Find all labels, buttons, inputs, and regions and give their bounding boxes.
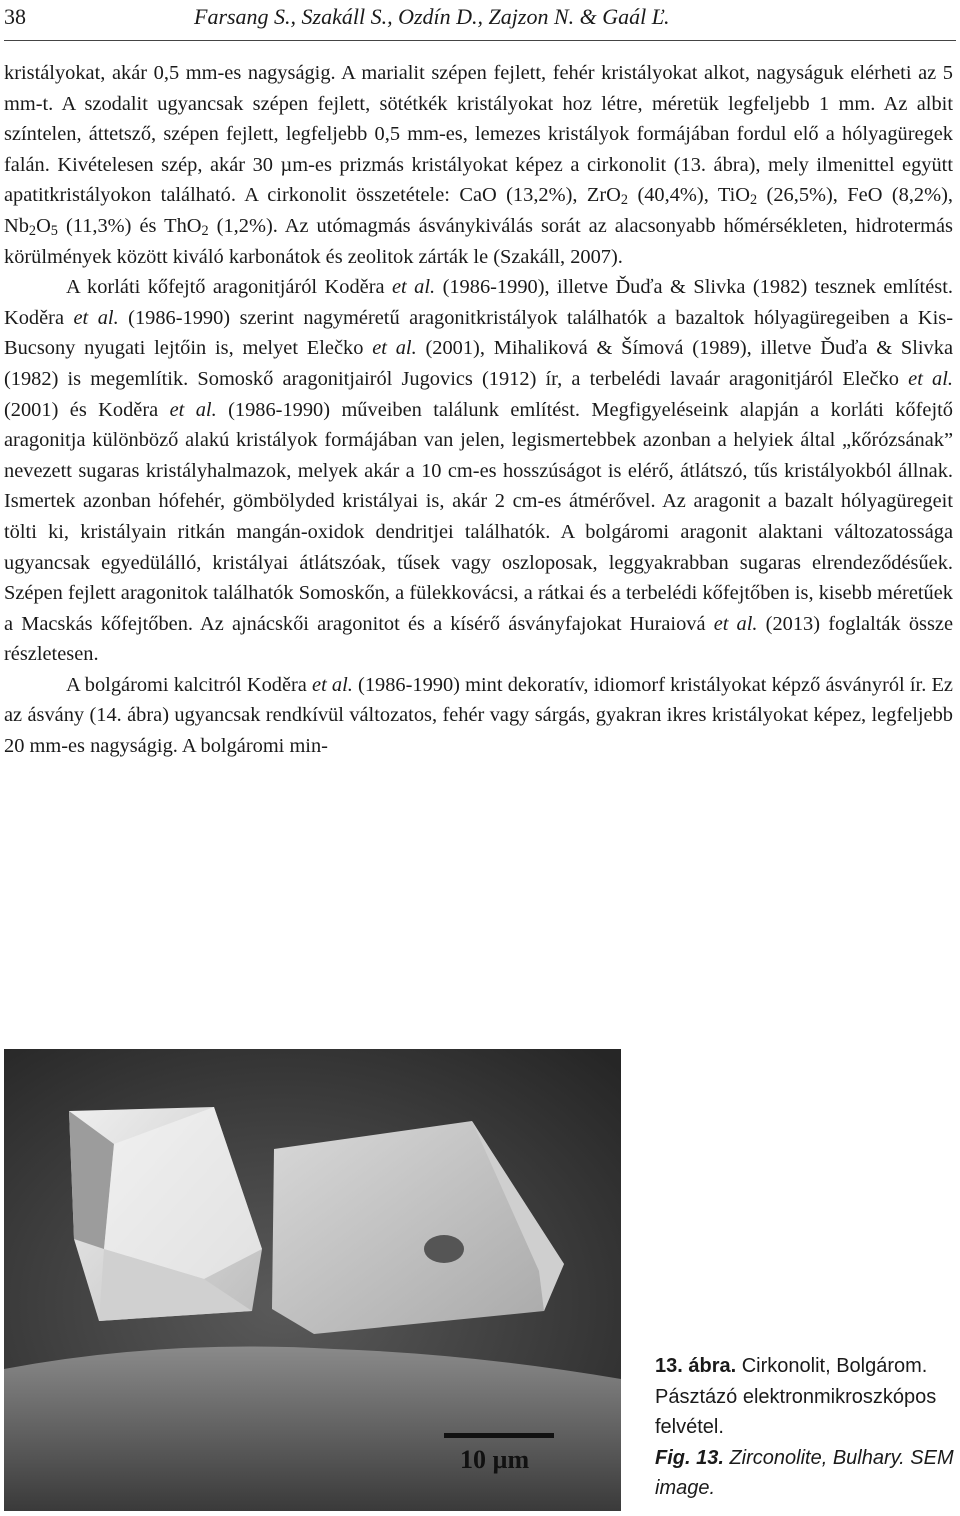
crystal-pit [424, 1235, 464, 1263]
sem-image-zirconolite [4, 1049, 621, 1511]
scale-bar-label: 10 µm [460, 1445, 530, 1474]
running-header-authors: Farsang S., Szakáll S., Ozdín D., Zajzon N. & Gaál Ľ. [194, 4, 670, 29]
header-rule [4, 40, 956, 41]
caption-english: Fig. 13. Zirconolite, Bulhary. SEM image. [655, 1446, 954, 1499]
paragraph-2: A korláti kőfejtő aragonitjáról Koděra et al. (1986-1990), illetve Ďuďa & Slivka (1982) tesznek említést. Koděra et al. (1986-1990) szerint nagyméretű aragonitkristályok találhatók a bazaltok hólyagüregeiben a Kis-Bucsony nyugati lejtőin is, melyet Elečko et al. (2001), Mihaliková & Šímová (1989), illetve Ďuďa & Slivka (1982) is megemlítik. Somoskő aragonitjairól Jugovics (1912) ír, a terbelédi lavaár aragonitjáról Elečko et al. (2001) és Koděra et al. (1986-1990) műveiben találunk említést. Megfigyeléseink alapján a korláti kőfejtő aragonitja különböző alakú kristályok formájában van jelen, legismertebbek azonban a helyiek által „kőrózsának” nevezett sugaras kristályhalmazok, melyek akár a 10 cm-es hosszúságot is elérő, átlátszó, tűs kristályokból állnak. Ismertek azonban hófehér, gömbölyded kristályai is, akár 2 cm-es átmérővel. Az aragonit a bazalt hólyagüregeit tölti ki, kristályain ritkán mangán-oxidok dendritjei találhatók. A bolgáromi aragonit alaktani változatossága ugyancsak egyedülálló, kristályai átlátszóak, tűsek vagy oszloposak, leggyakrabban sugaras elrendeződésűek. Szépen fejlett aragonitok találhatók Somoskőn, a fülekkovácsi, a rátkai és a terbelédi kőfejtőben is, kisebb méretűek a Macskás kőfejtőben. Az ajnácskői aragonitot és a kísérő ásványfajokat Huraiová et al. (2013) foglalták össze részletesen. [4, 276, 954, 666]
sem-crystal-illustration [4, 1049, 621, 1511]
figure-caption [655, 1351, 955, 1504]
page-number: 38 [4, 4, 26, 29]
substrate [4, 1347, 621, 1512]
scale-bar [444, 1433, 554, 1438]
paragraph-1: kristályokat, akár 0,5 mm-es nagyságig. A marialit szépen fejlett, fehér kristályokat alkot, nagyságuk elérheti az 5 mm-t. A szodalit ugyancsak szépen fejlett, sötétkék kristályokat hoz létre, méretük legfeljebb 1 mm. Az albit színtelen, áttetsző, szépen fejlett, legfeljebb 0,5 mm-es, lemezes kristályok formájában fordul elő a hólyagüregek falán. Kivételesen szép, akár 30 µm-es prizmás kristályokat képez a cirkonolit (13. ábra), mely ilmenittel együtt apatitkristályokon található. A cirkonolit összetétele: CaO (13,2%), ZrO$_2$ (40,4%), TiO$_2$ (26,5%), FeO (8,2%), $Nb_2O_5$ (11,3%) és ThO$_2$ (1,2%). Az utómagmás ásványkiválás sorát az alacsonyabb hőmérsékleten, hidrotermás körülmények között kiváló karbonátok és zeolitok zárták le (Szakáll, 2007). [4, 62, 953, 268]
paragraph-3: A bolgáromi kalcitról Koděra et al. (1986-1990) mint dekoratív, idiomorf kristályokat képző ásványról ír. Ez az ásvány (14. ábra) ugyancsak rendkívül változatos, fehér vagy sárgás, gyakran ikres kristályokat képez, legfeljebb 20 mm-es nagyságig. A bolgáromi min- [4, 673, 953, 758]
page-header [4, 2, 956, 32]
body-text [4, 58, 953, 762]
caption-hungarian: 13. ábra. Cirkonolit, Bolgárom. Pásztázó elektronmikroszkópos felvétel. [655, 1355, 937, 1438]
